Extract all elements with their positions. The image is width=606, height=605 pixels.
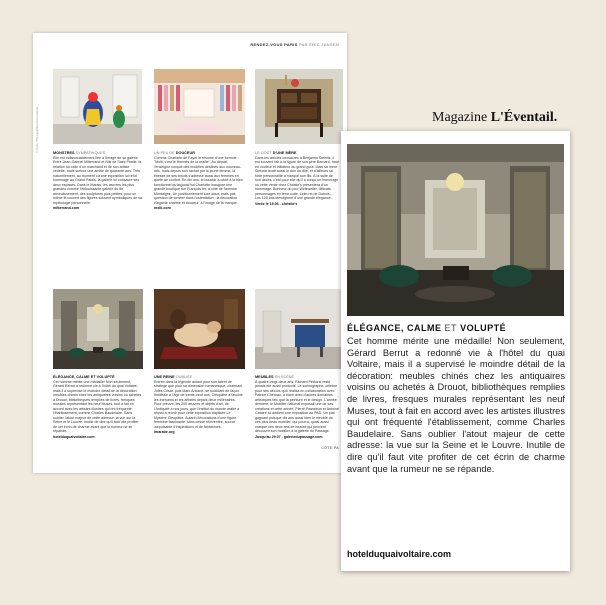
article-5-link[interactable]: imarabe.org <box>154 430 175 434</box>
article-6-title: MEUBLES <box>255 375 274 379</box>
magazine-page <box>33 33 347 473</box>
zoom-link[interactable]: hotelduquaivoltaire.com <box>347 549 452 559</box>
article-2-title: UN PEU DE <box>154 151 175 155</box>
article-2-body: Comme Charlotte de Fayet le résume d'une formule : "Molli, c'est le Hermès de la maille". Au départ, l'enseigne conçoit des modèles destinés aux nouveau-nés, mais depuis son rachat par la jeune femme, la finesse de ses tricots s'adresse aussi aux femmes en quête de confort. En dix ans, le boudoir a cédé à la bien fonctionnel qu'aujourd'hui Charlotte inaugure une grande boutique rue François Ier, à côté de l'avenue Montaigne. Un positionnement luxe doux, mais pas question de tomber dans l'ostentation : la décoration élégante charme et douceur, à l'image de la marque. <box>154 155 243 205</box>
boutique-photo <box>154 69 245 144</box>
running-head-author: PAR ÉRIC JANSEN <box>299 42 339 47</box>
article-4-link[interactable]: hotelduquaivoltaire.com <box>53 434 95 439</box>
photo-credit: © Studio / Photographies droits réservés <box>36 106 39 153</box>
article-2-link[interactable]: molli.com <box>154 206 171 210</box>
furniture-photo <box>255 289 343 369</box>
magazine-caption <box>432 110 557 126</box>
article-3 <box>255 151 339 206</box>
article-1-body: Elle est indissociablement liée à l'image de sa galerie. Entre Jean-Gabriel Mitterrand et Niki de Saint Phalle, la relation fut celle d'un marchand et de son artiste vedette, mais surtout une amitié de quarante ans. Très naturellement, au moment où une exposition lui rend hommage au Grand Palais, la galerie lui consacre ses deux espaces. Dans le Marais, les œuvres les plus grandes comme l'éblouissante galerie du 8e arrondissement, des sculptures plus petites, pour un intime lit couvert des figures souvent symboliques de sa mythologie personnelle. <box>53 155 142 205</box>
article-1-title: MONSTRES <box>53 151 75 155</box>
article-2 <box>154 151 244 211</box>
article-4-body: Cet homme mérite une médaille! Non seulement, Gérard Berrut a redonné vie à l'hôtel du quai Voltaire, mais il a supervisé le moindre détail de la décoration: meubles chinés chez les antiquaires voisins ou achetés à Drouot, bibliothèques remplies de livres, fresques murales représentant les neuf Muses, tout à fait en accord avec les artistes illustres qui ont fréquenté l'établissement, comme Charles Baudelaire. Sans oublier l'atout majeur de cette adresse: la vue sur la Seine et le Louvre. Inutile de dire qu'il faut vite profiter de cet écrin de charme avant que la rumeur ne se répande. <box>53 379 142 433</box>
article-5-body: Entrée dans la légende autant pour son talent de stratège que pour sa dimension romanesque, charmant Jules César, puis Marc Antoine, se suicidant de façon théâtrale à l'âge de trente-neuf ans, Cléopâtre a fasciné les écrivains et les artistes depuis deux millénaires. Pour preuve, les 200 œuvres et objets d'art, de l'Antiquité à nos jours, que l'Institut du monde arabe a réussi à réunir pour cette exposition baptisée Le Mystère Cléopâtre. Autant d'évocations d'une figure féminine fascinante, sans cesse réinventée, source inépuisable d'inspirations et de fantasmes. <box>154 379 243 429</box>
hotel-library-photo <box>53 289 143 369</box>
article-6 <box>255 375 339 439</box>
gallery-interior-photo <box>53 69 142 144</box>
article-4-title: ÉLÉGANCE, <box>53 375 76 379</box>
zoom-body: Cet homme mérite une médaille! Non seulement, Gérard Berrut a redonné vie à l'hôtel du quai Voltaire, mais il a supervisé le moindre détail de la décoration: meubles chinés chez les antiquaires voisins ou achetés à Drouot, bibliothèques remplies de livres, fresques murales représentant les neuf Muses, tout à fait en accord avec les artistes illustres qui ont fréquenté l'établissement, comme Charles Baudelaire. Sans oublier l'atout majeur de cette adresse: la vue sur la Seine et le Louvre. Inutile de dire qu'il faut vite profiter de cet écrin de charme avant que la rumeur ne se répande. <box>347 336 565 474</box>
zoomed-excerpt <box>341 131 570 571</box>
article-4-subtitle: CALME ET VOLUPTÉ <box>76 375 115 379</box>
article-1-link[interactable]: mitterrand.com <box>53 206 80 210</box>
article-2-subtitle: DOUCEUR <box>175 151 195 155</box>
article-3-link[interactable]: Vente le 19.06 - christie's <box>255 201 298 206</box>
zoom-title-end: VOLUPTÉ <box>460 323 507 333</box>
article-3-subtitle: D'UNE MÈRE <box>272 151 297 155</box>
article-6-body: À quatre-vingt-deux ans, Richard Peduzzi reste jamais été aussi productif. Le scénographe, célèbre pour ses décors qu'il réalisa en collaboration avec Patrice Chéreau, a tracé avec d'autres domaines artistiques tels que la peinture et le design. L'année dernière, le Mobilier national exposait une de ses créations et cette année, Pierre Passebon et Antoine Catoire lui dédient une exposition au PAD. Un pari gagnant puisque dix ans aussi bien le meuble de ces plus beau mobilier, qui pourra, quasi aussi marqué ces deux ans de beauté qui peuvent découvrir son mobilier à la galerie du Passage. <box>255 379 339 433</box>
running-head <box>250 42 339 47</box>
article-1-subtitle: SYMPATHIQUES <box>75 151 106 155</box>
article-4 <box>53 375 143 439</box>
article-5 <box>154 375 244 435</box>
zoom-heading <box>347 323 567 333</box>
zoom-title: ÉLÉGANCE, CALME <box>347 323 442 333</box>
article-1 <box>53 151 143 211</box>
article-5-subtitle: OUBLIÉE <box>175 375 193 379</box>
zoom-title-mid: ET <box>444 323 458 333</box>
page-number: CÔTE PA <box>321 446 339 450</box>
cleopatra-painting-photo <box>154 289 245 369</box>
running-head-title: RENDEZ-VOUS PARIS <box>250 42 298 47</box>
article-6-link[interactable]: Jusqu'au 29.07 - galeriedupassage.com <box>255 434 323 439</box>
article-6-subtitle: EN SCÈNE <box>274 375 295 379</box>
hotel-library-photo-large <box>347 144 564 316</box>
article-3-body: Dans les articles consacrés à Benjamin Steinitz, il est souvent fait à la figure de son père Bernard, haut en couleur et initiateur du grand goût. Mais sa mère Simone avait aussi le don du dire, et d'ailleurs sa forte personnalité a marqué son fils. À la suite de son décès, c'est pour elle qu'il a conçu un hommage où cette vente chez Christie's présentera d'un hommage. Bonheur du jour Weisweiler, délicats personnages en terre cuite, Leleu et de Dubois... Les 100 lots témoignent d'une grande élégance. <box>255 155 339 200</box>
antique-desk-photo <box>255 69 343 144</box>
caption-prefix: Magazine <box>432 110 488 125</box>
article-5-title: UNE REINE <box>154 375 175 379</box>
caption-name: L'Éventail. <box>490 110 558 125</box>
article-3-title: LE GOÛT <box>255 151 272 155</box>
